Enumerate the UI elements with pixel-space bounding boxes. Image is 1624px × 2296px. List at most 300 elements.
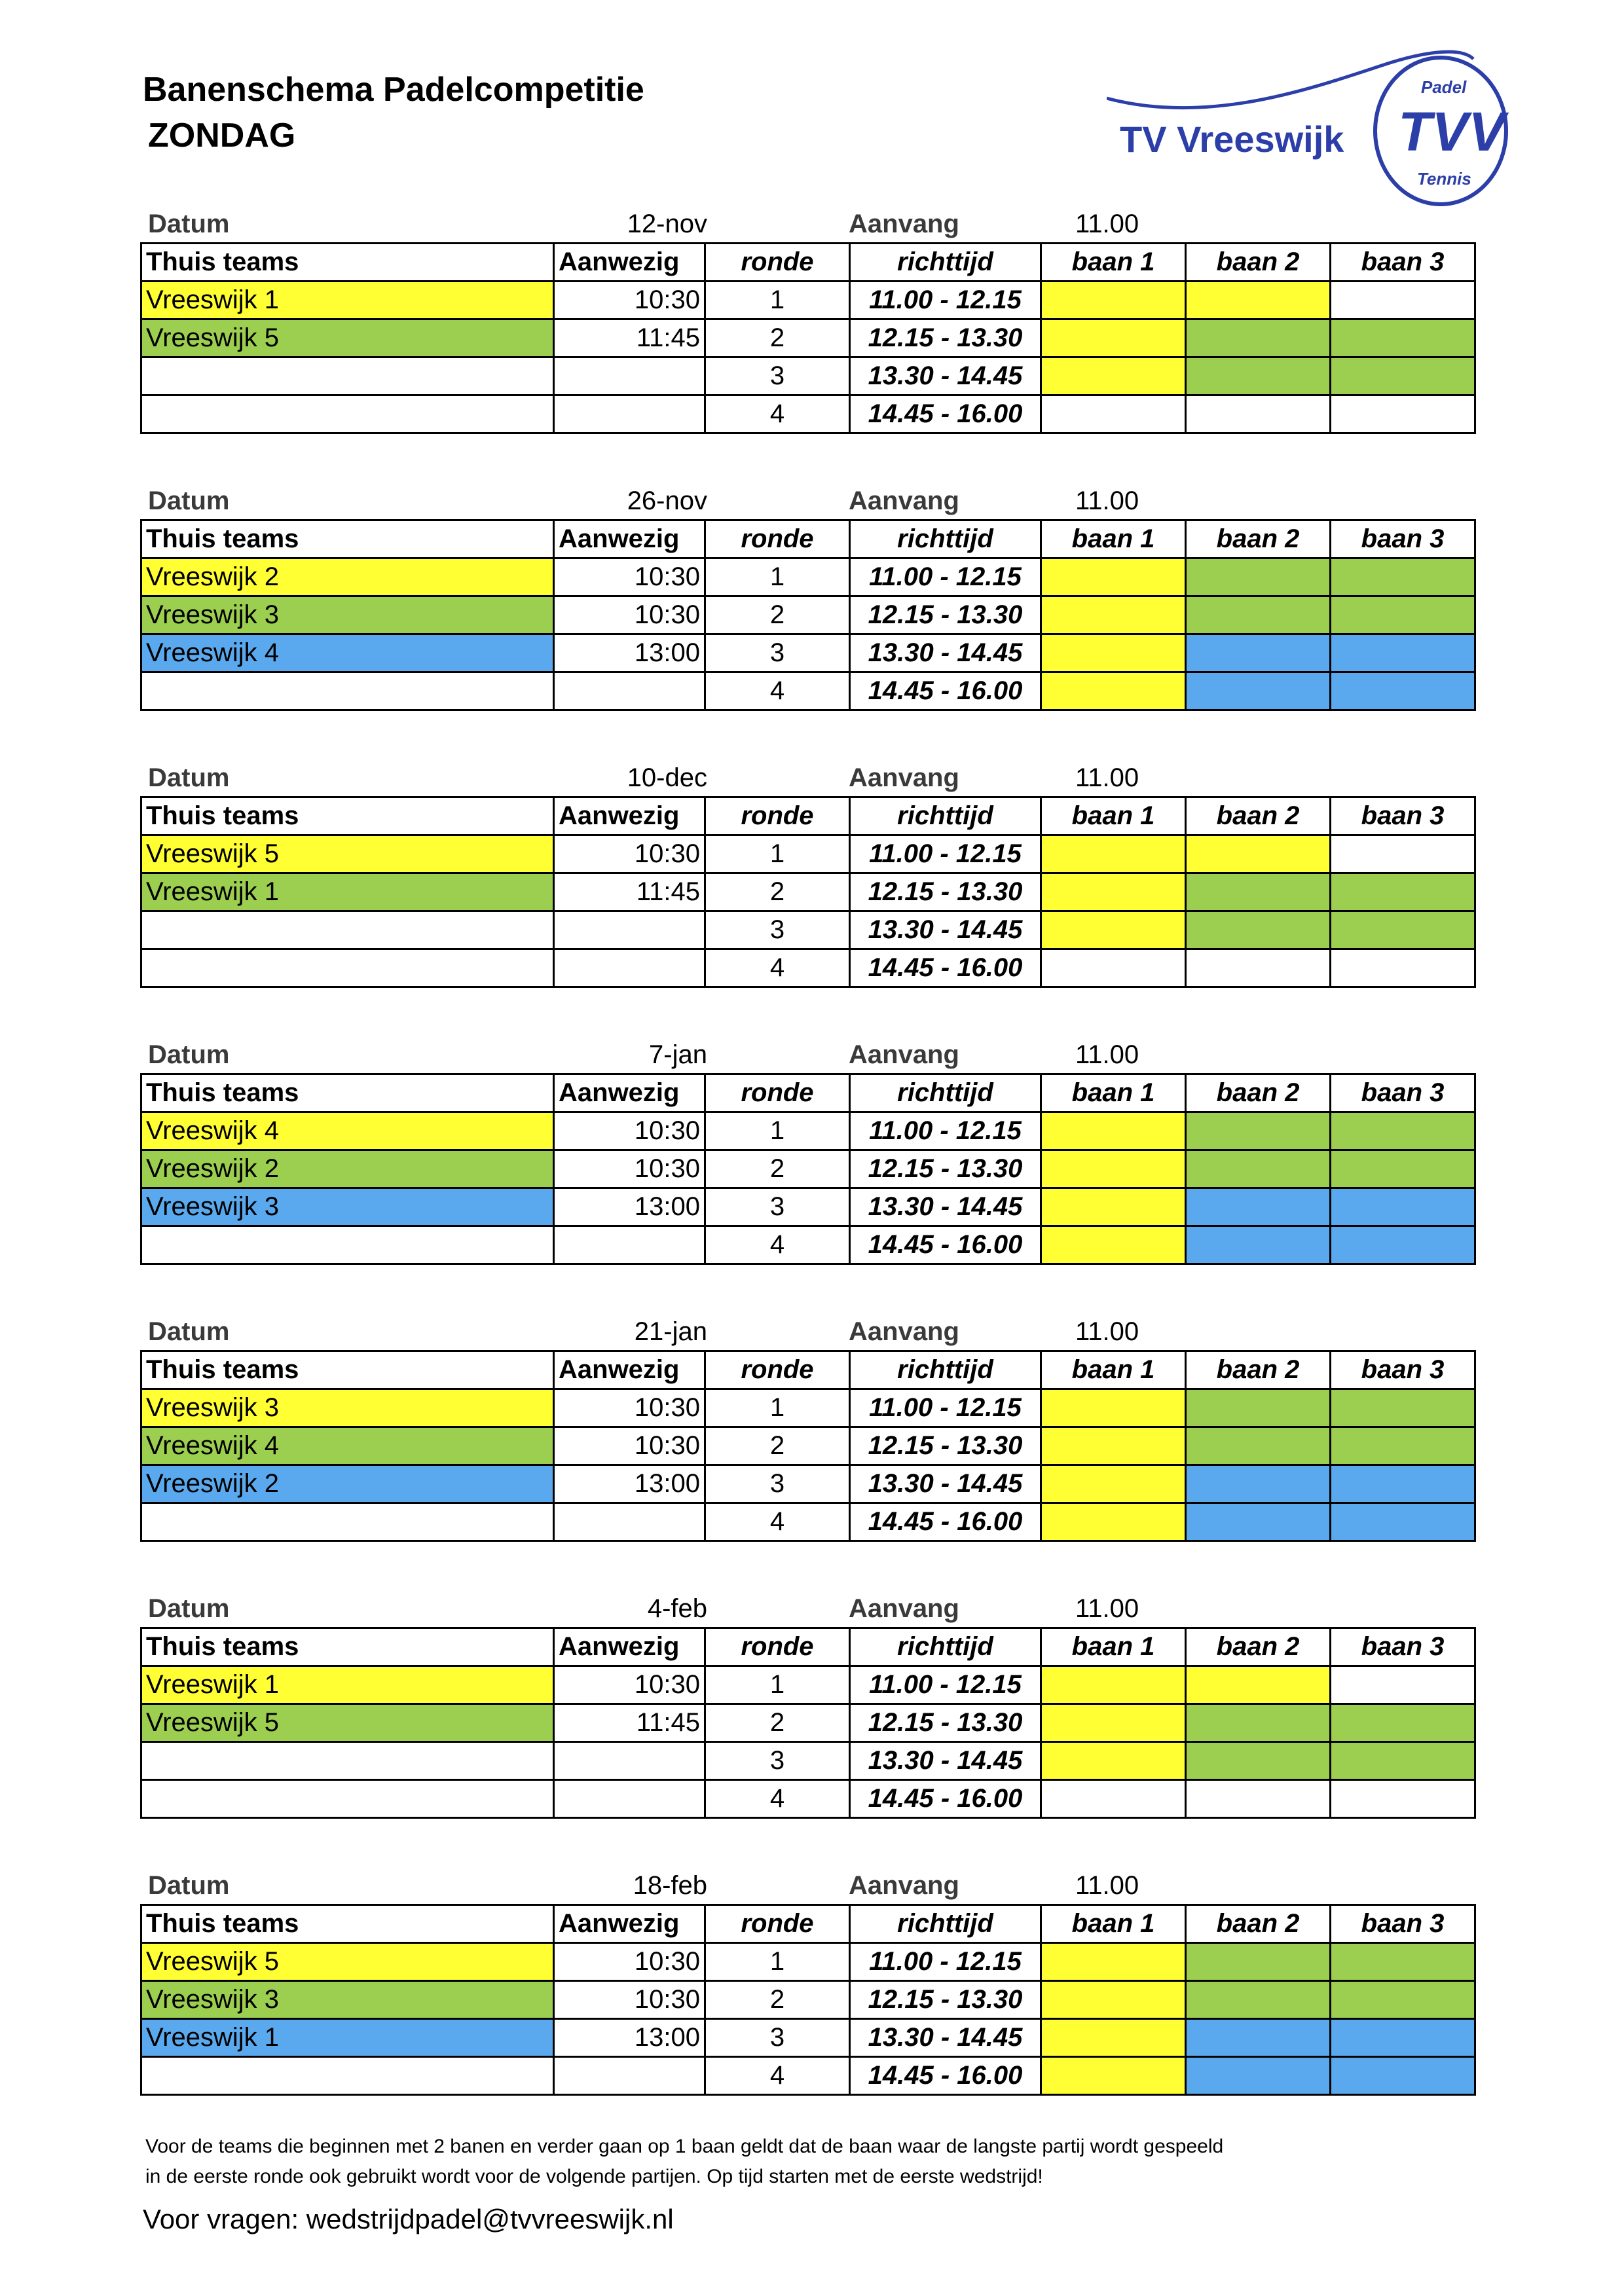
table-row: [141, 1981, 1475, 2019]
aanwezig-cell: [554, 1503, 705, 1541]
ronde-cell: 2: [705, 596, 850, 634]
baan-1-cell: [1041, 1742, 1186, 1780]
column-header: Thuis teams: [141, 797, 554, 835]
ronde-cell: 2: [705, 319, 850, 357]
ronde-cell: 1: [705, 1943, 850, 1981]
baan-3-cell: [1331, 319, 1475, 357]
column-header: ronde: [705, 1351, 850, 1389]
ronde-cell: 2: [705, 873, 850, 911]
baan-2-cell: [1186, 357, 1331, 395]
team-cell: [141, 1226, 554, 1264]
aanwezig-cell: 10:30: [554, 1150, 705, 1188]
ronde-cell: 4: [705, 1226, 850, 1264]
baan-2-cell: [1186, 1742, 1331, 1780]
baan-2-cell: [1186, 949, 1331, 987]
aanvang-label: Aanvang: [849, 210, 959, 238]
richttijd-cell: 13.30 - 14.45: [850, 634, 1041, 672]
aanwezig-cell: [554, 1742, 705, 1780]
team-cell: Vreeswijk 1: [141, 1666, 554, 1704]
team-cell: Vreeswijk 3: [141, 596, 554, 634]
schedule-table: [140, 242, 1476, 434]
baan-1-cell: [1041, 558, 1186, 596]
aanwezig-cell: 10:30: [554, 1112, 705, 1150]
team-cell: Vreeswijk 4: [141, 1427, 554, 1465]
aanvang-label: Aanvang: [849, 1594, 959, 1623]
aanwezig-cell: [554, 672, 705, 710]
table-header-row: [141, 244, 1475, 282]
table-row: [141, 1389, 1475, 1427]
aanwezig-cell: 10:30: [554, 835, 705, 873]
baan-3-cell: [1331, 395, 1475, 433]
column-header: baan 1: [1041, 797, 1186, 835]
baan-3-cell: [1331, 1780, 1475, 1818]
aanwezig-cell: [554, 395, 705, 433]
column-header: Thuis teams: [141, 1628, 554, 1666]
baan-2-cell: [1186, 1188, 1331, 1226]
column-header: baan 2: [1186, 797, 1331, 835]
column-header: richttijd: [850, 520, 1041, 558]
aanvang-value: 11.00: [1075, 486, 1139, 515]
column-header: baan 2: [1186, 1628, 1331, 1666]
richttijd-cell: 14.45 - 16.00: [850, 1503, 1041, 1541]
table-row: [141, 357, 1475, 395]
logo-monogram: TVV: [1398, 101, 1505, 162]
aanvang-label: Aanvang: [849, 1871, 959, 1900]
baan-3-cell: [1331, 911, 1475, 949]
table-row: [141, 1465, 1475, 1503]
table-row: [141, 2057, 1475, 2095]
column-header: baan 1: [1041, 1351, 1186, 1389]
schedule-header: [140, 758, 1463, 796]
table-row: [141, 282, 1475, 319]
column-header: Thuis teams: [141, 1905, 554, 1943]
aanwezig-cell: 10:30: [554, 1981, 705, 2019]
table-row: [141, 1943, 1475, 1981]
aanwezig-cell: [554, 949, 705, 987]
baan-3-cell: [1331, 1226, 1475, 1264]
baan-3-cell: [1331, 835, 1475, 873]
schedule-table: [140, 519, 1476, 711]
team-cell: Vreeswijk 4: [141, 1112, 554, 1150]
table-header-row: [141, 520, 1475, 558]
datum-value: 21-jan: [634, 1317, 707, 1346]
table-row: [141, 1742, 1475, 1780]
baan-1-cell: [1041, 1226, 1186, 1264]
team-cell: Vreeswijk 3: [141, 1188, 554, 1226]
baan-2-cell: [1186, 1427, 1331, 1465]
aanwezig-cell: 10:30: [554, 282, 705, 319]
table-row: [141, 911, 1475, 949]
baan-1-cell: [1041, 357, 1186, 395]
ronde-cell: 1: [705, 282, 850, 319]
team-cell: [141, 949, 554, 987]
baan-1-cell: [1041, 911, 1186, 949]
richttijd-cell: 14.45 - 16.00: [850, 2057, 1041, 2095]
baan-1-cell: [1041, 1780, 1186, 1818]
richttijd-cell: 12.15 - 13.30: [850, 319, 1041, 357]
baan-2-cell: [1186, 1389, 1331, 1427]
ronde-cell: 3: [705, 1465, 850, 1503]
baan-3-cell: [1331, 558, 1475, 596]
baan-1-cell: [1041, 1666, 1186, 1704]
team-cell: [141, 1503, 554, 1541]
table-row: [141, 319, 1475, 357]
baan-2-cell: [1186, 911, 1331, 949]
ronde-cell: 3: [705, 1742, 850, 1780]
aanvang-value: 11.00: [1075, 1040, 1139, 1069]
column-header: Aanwezig: [554, 520, 705, 558]
table-row: [141, 596, 1475, 634]
column-header: Aanwezig: [554, 1351, 705, 1389]
ronde-cell: 2: [705, 1981, 850, 2019]
baan-3-cell: [1331, 1188, 1475, 1226]
baan-1-cell: [1041, 282, 1186, 319]
aanwezig-cell: 11:45: [554, 319, 705, 357]
datum-value: 26-nov: [627, 486, 707, 515]
team-cell: Vreeswijk 1: [141, 873, 554, 911]
baan-3-cell: [1331, 357, 1475, 395]
column-header: Aanwezig: [554, 1905, 705, 1943]
team-cell: [141, 672, 554, 710]
baan-2-cell: [1186, 395, 1331, 433]
schedule-header: [140, 481, 1463, 519]
aanwezig-cell: 11:45: [554, 873, 705, 911]
datum-value: 18-feb: [633, 1871, 707, 1900]
team-cell: [141, 911, 554, 949]
schedule-header: [140, 1035, 1463, 1073]
aanwezig-cell: 13:00: [554, 634, 705, 672]
column-header: Thuis teams: [141, 244, 554, 282]
baan-3-cell: [1331, 1742, 1475, 1780]
baan-2-cell: [1186, 1666, 1331, 1704]
richttijd-cell: 14.45 - 16.00: [850, 672, 1041, 710]
baan-3-cell: [1331, 282, 1475, 319]
schedule-block: [140, 1035, 1463, 1265]
baan-2-cell: [1186, 558, 1331, 596]
table-row: [141, 873, 1475, 911]
schedule-block: [140, 1589, 1463, 1819]
richttijd-cell: 13.30 - 14.45: [850, 911, 1041, 949]
richttijd-cell: 12.15 - 13.30: [850, 1704, 1041, 1742]
baan-1-cell: [1041, 1704, 1186, 1742]
datum-value: 4-feb: [647, 1594, 707, 1623]
aanwezig-cell: 10:30: [554, 596, 705, 634]
table-row: [141, 1780, 1475, 1818]
ronde-cell: 4: [705, 949, 850, 987]
aanvang-value: 11.00: [1075, 210, 1139, 238]
ronde-cell: 4: [705, 672, 850, 710]
team-cell: Vreeswijk 1: [141, 2019, 554, 2057]
baan-2-cell: [1186, 672, 1331, 710]
richttijd-cell: 11.00 - 12.15: [850, 1666, 1041, 1704]
aanwezig-cell: 10:30: [554, 1389, 705, 1427]
baan-1-cell: [1041, 873, 1186, 911]
table-row: [141, 1666, 1475, 1704]
baan-3-cell: [1331, 1112, 1475, 1150]
richttijd-cell: 13.30 - 14.45: [850, 1465, 1041, 1503]
richttijd-cell: 14.45 - 16.00: [850, 949, 1041, 987]
baan-1-cell: [1041, 596, 1186, 634]
aanwezig-cell: 13:00: [554, 1188, 705, 1226]
datum-label: Datum: [148, 1317, 230, 1346]
aanwezig-cell: 11:45: [554, 1704, 705, 1742]
column-header: richttijd: [850, 1905, 1041, 1943]
baan-2-cell: [1186, 2057, 1331, 2095]
column-header: ronde: [705, 520, 850, 558]
column-header: baan 2: [1186, 1905, 1331, 1943]
team-cell: [141, 1780, 554, 1818]
baan-1-cell: [1041, 395, 1186, 433]
richttijd-cell: 12.15 - 13.30: [850, 1150, 1041, 1188]
column-header: richttijd: [850, 1628, 1041, 1666]
column-header: baan 1: [1041, 520, 1186, 558]
baan-1-cell: [1041, 1427, 1186, 1465]
ronde-cell: 2: [705, 1427, 850, 1465]
baan-2-cell: [1186, 873, 1331, 911]
baan-3-cell: [1331, 1943, 1475, 1981]
richttijd-cell: 13.30 - 14.45: [850, 2019, 1041, 2057]
aanvang-value: 11.00: [1075, 1871, 1139, 1900]
column-header: baan 3: [1331, 520, 1475, 558]
team-cell: Vreeswijk 1: [141, 282, 554, 319]
team-cell: Vreeswijk 2: [141, 1150, 554, 1188]
team-cell: [141, 395, 554, 433]
baan-1-cell: [1041, 2019, 1186, 2057]
aanwezig-cell: 10:30: [554, 1943, 705, 1981]
table-header-row: [141, 1074, 1475, 1112]
baan-1-cell: [1041, 1981, 1186, 2019]
richttijd-cell: 12.15 - 13.30: [850, 873, 1041, 911]
baan-1-cell: [1041, 634, 1186, 672]
datum-label: Datum: [148, 486, 230, 515]
baan-3-cell: [1331, 2057, 1475, 2095]
baan-3-cell: [1331, 1981, 1475, 2019]
team-cell: Vreeswijk 5: [141, 835, 554, 873]
column-header: baan 3: [1331, 1351, 1475, 1389]
column-header: baan 2: [1186, 244, 1331, 282]
richttijd-cell: 12.15 - 13.30: [850, 1981, 1041, 2019]
ronde-cell: 1: [705, 835, 850, 873]
aanwezig-cell: 13:00: [554, 2019, 705, 2057]
baan-1-cell: [1041, 1150, 1186, 1188]
schedule-header: [140, 1866, 1463, 1904]
aanvang-label: Aanvang: [849, 1040, 959, 1069]
baan-1-cell: [1041, 1112, 1186, 1150]
aanwezig-cell: [554, 911, 705, 949]
datum-label: Datum: [148, 1871, 230, 1900]
baan-1-cell: [1041, 1389, 1186, 1427]
table-header-row: [141, 1628, 1475, 1666]
richttijd-cell: 11.00 - 12.15: [850, 558, 1041, 596]
logo-club-name: TV Vreeswijk: [1120, 118, 1344, 160]
club-logo-graphic: [1107, 39, 1526, 210]
datum-label: Datum: [148, 210, 230, 238]
baan-1-cell: [1041, 2057, 1186, 2095]
baan-2-cell: [1186, 2019, 1331, 2057]
ronde-cell: 3: [705, 1188, 850, 1226]
ronde-cell: 1: [705, 1666, 850, 1704]
baan-2-cell: [1186, 282, 1331, 319]
table-row: [141, 1427, 1475, 1465]
baan-1-cell: [1041, 1503, 1186, 1541]
aanvang-label: Aanvang: [849, 1317, 959, 1346]
ronde-cell: 4: [705, 1503, 850, 1541]
aanvang-value: 11.00: [1075, 763, 1139, 792]
baan-3-cell: [1331, 873, 1475, 911]
richttijd-cell: 14.45 - 16.00: [850, 395, 1041, 433]
aanwezig-cell: [554, 1780, 705, 1818]
team-cell: [141, 1742, 554, 1780]
table-row: [141, 1226, 1475, 1264]
schedule-table: [140, 1627, 1476, 1819]
column-header: baan 3: [1331, 244, 1475, 282]
ronde-cell: 3: [705, 357, 850, 395]
baan-3-cell: [1331, 1389, 1475, 1427]
richttijd-cell: 11.00 - 12.15: [850, 835, 1041, 873]
richttijd-cell: 13.30 - 14.45: [850, 1188, 1041, 1226]
team-cell: Vreeswijk 5: [141, 1704, 554, 1742]
column-header: Aanwezig: [554, 244, 705, 282]
baan-1-cell: [1041, 1465, 1186, 1503]
table-header-row: [141, 1351, 1475, 1389]
baan-2-cell: [1186, 835, 1331, 873]
richttijd-cell: 14.45 - 16.00: [850, 1226, 1041, 1264]
table-row: [141, 949, 1475, 987]
aanwezig-cell: 10:30: [554, 558, 705, 596]
page-subtitle: ZONDAG: [148, 117, 296, 155]
column-header: ronde: [705, 1074, 850, 1112]
table-row: [141, 1112, 1475, 1150]
baan-1-cell: [1041, 1943, 1186, 1981]
baan-3-cell: [1331, 1150, 1475, 1188]
schedule-block: [140, 481, 1463, 711]
team-cell: Vreeswijk 5: [141, 319, 554, 357]
schedule-block: [140, 204, 1463, 434]
column-header: Aanwezig: [554, 1628, 705, 1666]
team-cell: Vreeswijk 3: [141, 1389, 554, 1427]
team-cell: Vreeswijk 3: [141, 1981, 554, 2019]
aanvang-value: 11.00: [1075, 1317, 1139, 1346]
table-header-row: [141, 797, 1475, 835]
team-cell: [141, 357, 554, 395]
baan-1-cell: [1041, 319, 1186, 357]
baan-2-cell: [1186, 1503, 1331, 1541]
column-header: ronde: [705, 1905, 850, 1943]
aanwezig-cell: 10:30: [554, 1666, 705, 1704]
column-header: richttijd: [850, 1074, 1041, 1112]
column-header: baan 3: [1331, 1074, 1475, 1112]
richttijd-cell: 11.00 - 12.15: [850, 1389, 1041, 1427]
club-logo: [1107, 39, 1526, 210]
footer-note-line-2: in de eerste ronde ook gebruikt wordt voor de volgende partijen. Op tijd starten met de eerste wedstrijd!: [145, 2166, 1043, 2187]
baan-2-cell: [1186, 1226, 1331, 1264]
team-cell: Vreeswijk 5: [141, 1943, 554, 1981]
ronde-cell: 4: [705, 1780, 850, 1818]
datum-label: Datum: [148, 1594, 230, 1623]
team-cell: Vreeswijk 2: [141, 558, 554, 596]
schedule-table: [140, 1904, 1476, 2096]
richttijd-cell: 12.15 - 13.30: [850, 1427, 1041, 1465]
richttijd-cell: 14.45 - 16.00: [850, 1780, 1041, 1818]
baan-2-cell: [1186, 596, 1331, 634]
baan-1-cell: [1041, 672, 1186, 710]
table-row: [141, 835, 1475, 873]
table-row: [141, 672, 1475, 710]
baan-2-cell: [1186, 319, 1331, 357]
datum-label: Datum: [148, 1040, 230, 1069]
richttijd-cell: 11.00 - 12.15: [850, 1112, 1041, 1150]
richttijd-cell: 11.00 - 12.15: [850, 282, 1041, 319]
baan-3-cell: [1331, 1503, 1475, 1541]
table-row: [141, 1150, 1475, 1188]
column-header: baan 2: [1186, 1074, 1331, 1112]
baan-2-cell: [1186, 1981, 1331, 2019]
column-header: baan 3: [1331, 1905, 1475, 1943]
ronde-cell: 3: [705, 2019, 850, 2057]
column-header: Thuis teams: [141, 520, 554, 558]
schedule-block: [140, 1866, 1463, 2096]
column-header: baan 3: [1331, 797, 1475, 835]
logo-top-label: Padel: [1421, 77, 1467, 97]
datum-value: 12-nov: [627, 210, 707, 238]
column-header: baan 1: [1041, 1074, 1186, 1112]
column-header: richttijd: [850, 244, 1041, 282]
schedule-block: [140, 758, 1463, 988]
datum-value: 10-dec: [627, 763, 707, 792]
column-header: baan 2: [1186, 1351, 1331, 1389]
table-row: [141, 395, 1475, 433]
schedule-header: [140, 1312, 1463, 1350]
column-header: ronde: [705, 1628, 850, 1666]
datum-label: Datum: [148, 763, 230, 792]
baan-2-cell: [1186, 1704, 1331, 1742]
aanvang-value: 11.00: [1075, 1594, 1139, 1623]
schedule-table: [140, 1350, 1476, 1542]
baan-3-cell: [1331, 2019, 1475, 2057]
baan-3-cell: [1331, 949, 1475, 987]
baan-3-cell: [1331, 1465, 1475, 1503]
table-row: [141, 1704, 1475, 1742]
schedule-header: [140, 1589, 1463, 1627]
team-cell: Vreeswijk 2: [141, 1465, 554, 1503]
baan-1-cell: [1041, 949, 1186, 987]
ronde-cell: 2: [705, 1704, 850, 1742]
contact-line: Voor vragen: wedstrijdpadel@tvvreeswijk.nl: [143, 2204, 674, 2234]
baan-3-cell: [1331, 634, 1475, 672]
aanvang-label: Aanvang: [849, 486, 959, 515]
column-header: Thuis teams: [141, 1074, 554, 1112]
schedule-table: [140, 796, 1476, 988]
baan-3-cell: [1331, 672, 1475, 710]
ronde-cell: 4: [705, 2057, 850, 2095]
baan-3-cell: [1331, 1427, 1475, 1465]
column-header: baan 1: [1041, 1905, 1186, 1943]
aanwezig-cell: 13:00: [554, 1465, 705, 1503]
team-cell: Vreeswijk 4: [141, 634, 554, 672]
column-header: Aanwezig: [554, 797, 705, 835]
column-header: baan 2: [1186, 520, 1331, 558]
richttijd-cell: 11.00 - 12.15: [850, 1943, 1041, 1981]
ronde-cell: 4: [705, 395, 850, 433]
table-row: [141, 1188, 1475, 1226]
ronde-cell: 3: [705, 911, 850, 949]
footer-note-line-1: Voor de teams die beginnen met 2 banen en verder gaan op 1 baan geldt dat de baan waar de langste partij wordt gespeeld: [145, 2136, 1224, 2157]
table-row: [141, 634, 1475, 672]
schedule-block: [140, 1312, 1463, 1542]
ronde-cell: 1: [705, 1389, 850, 1427]
column-header: baan 3: [1331, 1628, 1475, 1666]
table-row: [141, 1503, 1475, 1541]
